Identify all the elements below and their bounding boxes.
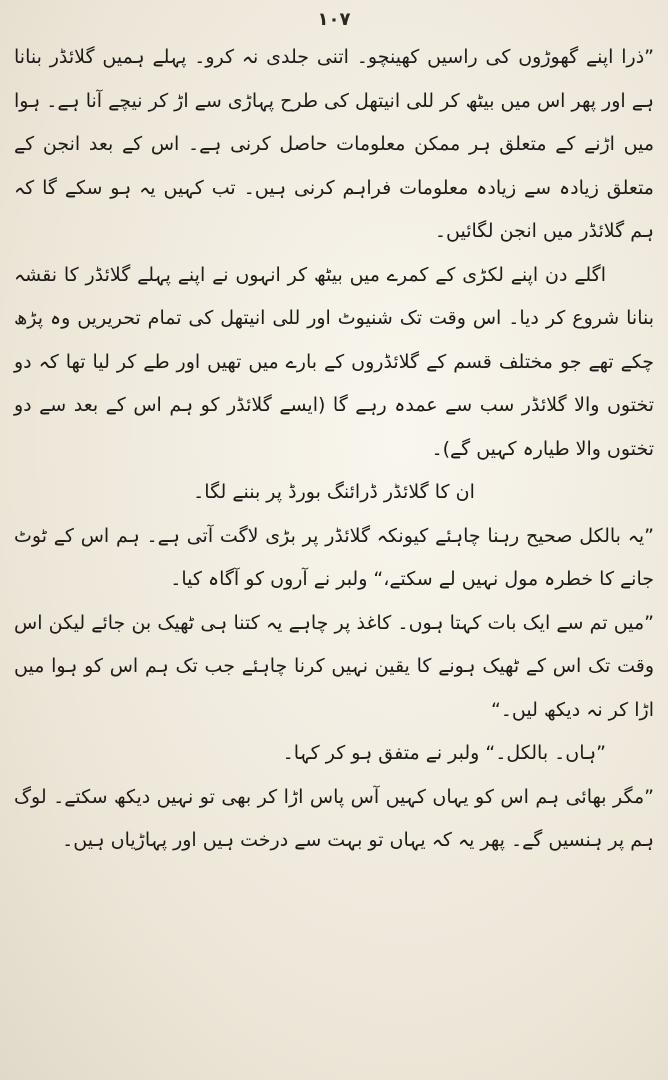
paragraph-3: ان کا گلائڈر ڈرائنگ بورڈ پر بننے لگا۔ xyxy=(193,481,475,503)
paragraph-5: ”میں تم سے ایک بات کہتا ہوں۔ کاغذ پر چاہے یہ کتنا ہی ٹھیک بن جائے لیکن اس وقت تک اس کے ٹھیک ہونے کا یقین نہیں کرنا چاہئے جب تک ہم اس کو ہوا میں اڑا کر نہ دیکھ لیں۔“ xyxy=(14,611,654,721)
page-number: ۱۰۷ xyxy=(317,9,351,30)
paragraph-1: ”ذرا اپنے گھوڑوں کی راسیں کھینچو۔ اتنی جلدی نہ کرو۔ پہلے ہمیں گلائڈر بنانا ہے اور پھر اس میں بیٹھ کر للی انیتھل کی طرح پہاڑی سے اڑ کر نیچے آنا ہے۔ ہوا میں اڑنے کے متعلق ہر ممکن معلومات حاصل کرنی ہے۔ اس کے بعد انجن کے متعلق زیادہ سے زیادہ معلومات فراہم کرنی ہیں۔ تب کہیں یہ ہو سکے گا کہ ہم گلائڈر میں انجن لگائیں۔ xyxy=(14,46,654,242)
paragraph-2: اگلے دن اپنے لکڑی کے کمرے میں بیٹھ کر انہوں نے اپنے پہلے گلائڈر کا نقشہ بنانا شروع کر دیا۔ اس وقت تک شنیوٹ اور للی انیتھل کی تمام تحریریں وہ پڑھ چکے تھے جو مختلف قسم کے گلائڈروں کے بارے میں تھیں اور طے کر لیا تھا کہ دو تختوں والا گلائڈر سب سے عمدہ رہے گا (ایسے گلائڈر کو ہم اس کے بعد سے دو تختوں والا طیارہ کہیں گے)۔ xyxy=(14,263,654,460)
paragraph-7: ”مگر بھائی ہم اس کو یہاں کہیں آس پاس اڑا کر بھی تو نہیں دیکھ سکتے۔ لوگ ہم پر ہنسیں گے۔ پھر یہ کہ یہاں تو بہت سے درخت ہیں اور پہاڑیاں ہیں۔ xyxy=(14,785,654,851)
page-body xyxy=(14,36,654,863)
paragraph-4: ”یہ بالکل صحیح رہنا چاہئے کیونکہ گلائڈر پر بڑی لاگت آتی ہے۔ ہم اس کے ٹوٹ جانے کا خطرہ مول نہیں لے سکتے،“ ولبر نے آروں کو آگاہ کیا۔ xyxy=(14,524,654,590)
paragraph-6: ”ہاں۔ بالکل۔“ ولبر نے متفق ہو کر کہا۔ xyxy=(282,742,606,764)
